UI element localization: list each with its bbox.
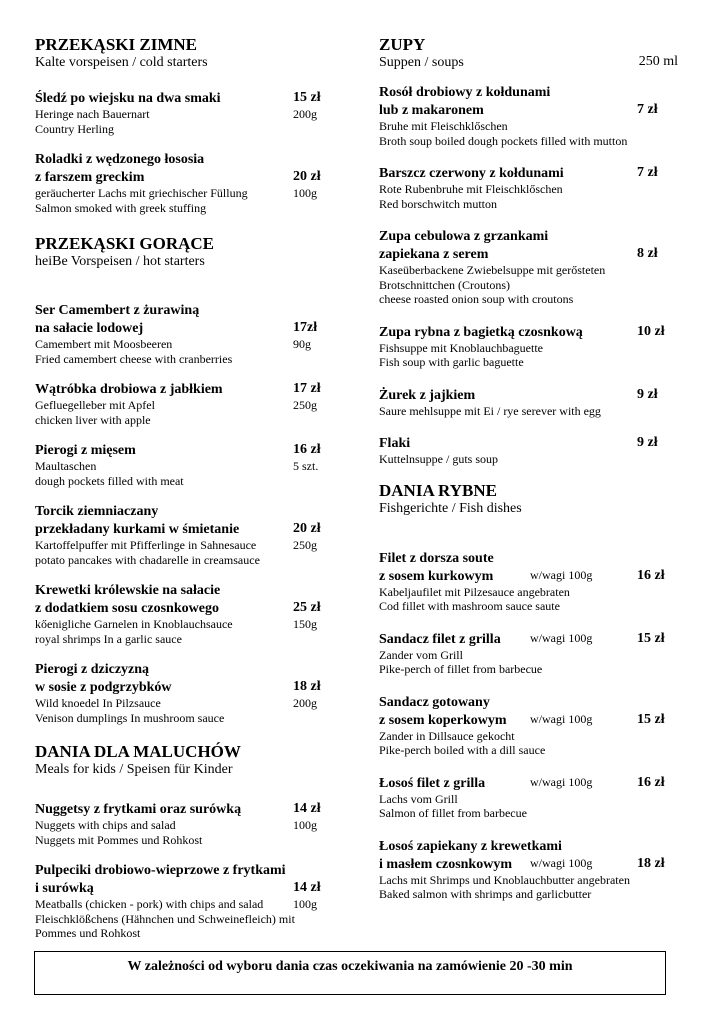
item-description: Salmon smoked with greek stuffing — [35, 200, 207, 215]
item-price: 8 zł — [637, 246, 658, 261]
menu-item — [379, 693, 689, 758]
item-name: przekładany kurkami w śmietanie — [35, 522, 240, 537]
item-price: 15 zł — [293, 90, 321, 105]
item-weight-note: w/wagi 100g — [530, 711, 593, 726]
left-column — [35, 36, 345, 941]
item-name: Zupa rybna z bagietką czosnkową — [379, 324, 583, 340]
item-name: i surówką — [35, 881, 94, 896]
item-description: kőenigliche Garnelen in Knoblauchsauce — [35, 617, 233, 631]
waiting-time-notice: W zależności od wyboru dania czas oczekiwania na zamówienie 20 -30 min — [34, 951, 666, 995]
item-price: 20 zł — [293, 169, 321, 184]
menu-item — [379, 630, 689, 677]
menu-item — [379, 774, 689, 821]
menu-section — [35, 36, 345, 215]
item-price: 18 zł — [637, 855, 665, 871]
menu-item — [379, 386, 689, 419]
item-name: lub z makaronem — [379, 103, 484, 118]
item-portion: 200g — [293, 107, 317, 121]
item-description: Nuggets mit Pommes und Rohkost — [35, 832, 203, 847]
menu-section — [379, 482, 689, 902]
item-description: Broth soup boiled dough pockets filled with mutton — [379, 133, 628, 148]
item-name: Pierogi z dziczyzną — [35, 662, 150, 677]
item-description: Maultaschen — [35, 459, 97, 473]
item-description: royal shrimps In a garlic sauce — [35, 631, 182, 646]
item-name: Roladki z wędzonego łososia — [35, 152, 205, 167]
item-description: Lachs mit Shrimps und Knoblauchbutter angebraten — [379, 872, 630, 887]
item-name: z sosem koperkowym — [379, 712, 507, 728]
item-name: i masłem czosnkowym — [379, 856, 512, 872]
item-price: 7 zł — [637, 102, 658, 117]
menu-item — [35, 301, 345, 366]
item-description: Pommes und Rohkost — [35, 926, 141, 940]
menu-item — [379, 549, 689, 614]
item-description: chicken liver with apple — [35, 412, 151, 427]
item-description: Brotschnittchen (Croutons) — [379, 277, 510, 292]
item-description: Country Herling — [35, 121, 114, 136]
item-description: Bruhe mit Fleischklőschen — [379, 119, 508, 133]
item-description: Nuggets with chips and salad — [35, 818, 176, 832]
item-name: Rosół drobiowy z kołdunami — [379, 85, 551, 100]
item-weight-note: w/wagi 100g — [530, 630, 593, 645]
menu-item — [35, 581, 345, 646]
item-name: zapiekana z serem — [379, 247, 489, 262]
menu-item — [379, 434, 689, 467]
item-description: Fleischklößchens (Hähnchen und Schweinefleich) mit — [35, 911, 295, 926]
item-description: Pike-perch boiled with a dill sauce — [379, 743, 546, 757]
item-description: Wild knoedel In Pilzsauce — [35, 696, 161, 710]
item-price: 9 zł — [637, 435, 658, 450]
item-name: Nuggetsy z frytkami oraz surówką — [35, 802, 242, 817]
item-description: Lachs vom Grill — [379, 791, 458, 806]
item-price: 15 zł — [637, 711, 665, 727]
menu-section — [35, 743, 345, 941]
item-name: Zupa cebulowa z grzankami — [379, 229, 549, 244]
item-price: 15 zł — [637, 630, 665, 646]
menu-section — [35, 235, 345, 725]
item-description: Baked salmon with shrimps and garlicbutter — [379, 887, 592, 901]
menu-section — [379, 36, 689, 467]
section-title: PRZEKĄSKI ZIMNE — [35, 35, 197, 54]
item-name: Łosoś filet z grilla — [379, 775, 486, 791]
item-name: Śledź po wiejsku na dwa smaki — [35, 91, 221, 106]
item-name: Sandacz filet z grilla — [379, 631, 501, 647]
menu-item — [35, 861, 345, 941]
item-description: potato pancakes with chadarelle in creamsauce — [35, 552, 260, 567]
item-price: 14 zł — [293, 880, 321, 895]
item-description: Cod fillet with mashroom sauce saute — [379, 599, 560, 613]
menu-item — [35, 89, 345, 136]
section-subtitle: Kalte vorspeisen / cold starters — [35, 55, 208, 70]
item-name: Ser Camembert z żurawiną — [35, 303, 200, 318]
item-portion: 100g — [293, 186, 317, 200]
item-name: Filet z dorsza soute — [379, 550, 494, 566]
item-portion: 5 szt. — [293, 459, 319, 473]
menu-item — [379, 227, 689, 307]
item-description: Zander in Dillsauce gekocht — [379, 728, 515, 743]
item-description: Kuttelnsuppe / guts soup — [379, 452, 498, 466]
item-name: Łosoś zapiekany z krewetkami — [379, 838, 562, 854]
item-price: 25 zł — [293, 600, 321, 615]
section-subtitle: heiBe Vorspeisen / hot starters — [35, 254, 205, 269]
menu-item — [379, 837, 689, 902]
item-portion: 100g — [293, 897, 317, 911]
item-name: Krewetki królewskie na sałacie — [35, 583, 221, 598]
item-name: w sosie z podgrzybków — [35, 680, 172, 695]
item-description: Salmon of fillet from barbecue — [379, 806, 527, 820]
menu-item — [35, 800, 345, 847]
section-title: PRZEKĄSKI GORĄCE — [35, 234, 214, 253]
item-description: Pike-perch of fillet from barbecue — [379, 662, 543, 676]
item-description: Fish soup with garlic baguette — [379, 355, 524, 369]
item-price: 14 zł — [293, 801, 321, 816]
item-description: Rote Rubenbruhe mit Fleischklőschen — [379, 182, 563, 196]
right-column — [379, 36, 689, 902]
item-name: na sałacie lodowej — [35, 321, 144, 336]
item-description: cheese roasted onion soup with croutons — [379, 292, 574, 306]
item-description: Kaseüberbackene Zwiebelsuppe mit gerősteten — [379, 263, 606, 277]
item-price: 16 zł — [637, 774, 665, 790]
item-description: Gefluegelleber mit Apfel — [35, 398, 155, 412]
item-description: Fishsuppe mit Knoblauchbaguette — [379, 340, 543, 355]
item-weight-note: w/wagi 100g — [530, 567, 593, 582]
section-title: DANIA RYBNE — [379, 480, 497, 500]
section-portion-size: 250 ml — [638, 54, 678, 69]
item-name: z farszem greckim — [35, 170, 145, 185]
section-title: ZUPY — [379, 35, 426, 54]
item-description: Zander vom Grill — [379, 647, 463, 662]
item-name: Wątróbka drobiowa z jabłkiem — [35, 382, 223, 397]
item-name: Pierogi z mięsem — [35, 443, 136, 458]
section-subtitle: Fishgerichte / Fish dishes — [379, 500, 522, 516]
item-price: 17zł — [293, 320, 318, 335]
item-name: z sosem kurkowym — [379, 568, 494, 584]
item-description: Fried camembert cheese with cranberries — [35, 351, 233, 366]
item-portion: 150g — [293, 617, 317, 631]
item-price: 20 zł — [293, 521, 321, 536]
item-description: Kartoffelpuffer mit Pfifferlinge in Sahnesauce — [35, 538, 257, 552]
menu-item — [35, 660, 345, 725]
item-name: Flaki — [379, 436, 411, 451]
menu-item — [35, 502, 345, 567]
menu-item — [379, 164, 689, 211]
menu-item — [379, 83, 689, 148]
item-description: geräucherter Lachs mit griechischer Füllung — [35, 186, 248, 200]
item-price: 10 zł — [637, 323, 665, 339]
item-description: Red borschwitch mutton — [379, 196, 497, 211]
item-name: Pulpeciki drobiowo-wieprzowe z frytkami — [35, 863, 286, 878]
item-price: 17 zł — [293, 381, 321, 396]
item-description: Meatballs (chicken - pork) with chips and salad — [35, 897, 264, 911]
item-description: Kabeljaufilet mit Pilzesauce angebraten — [379, 584, 570, 599]
menu-item — [35, 441, 345, 488]
item-description: Heringe nach Bauernart — [35, 107, 150, 121]
menu-item — [379, 323, 689, 370]
item-price: 9 zł — [637, 386, 658, 402]
section-subtitle: Meals for kids / Speisen für Kinder — [35, 762, 233, 777]
item-name: Sandacz gotowany — [379, 694, 490, 710]
item-description: Saure mehlsuppe mit Ei / rye serever with egg — [379, 403, 601, 418]
item-description: Camembert mit Moosbeeren — [35, 337, 173, 351]
item-name: Torcik ziemniaczany — [35, 504, 159, 519]
item-name: Barszcz czerwony z kołdunami — [379, 166, 564, 181]
item-description: Venison dumplings In mushroom sauce — [35, 710, 225, 725]
item-weight-note: w/wagi 100g — [530, 774, 593, 789]
item-name: Żurek z jajkiem — [379, 387, 476, 403]
item-weight-note: w/wagi 100g — [530, 855, 593, 870]
item-price: 7 zł — [637, 165, 658, 180]
menu-item — [35, 380, 345, 427]
item-portion: 200g — [293, 696, 317, 710]
item-portion: 90g — [293, 337, 311, 351]
item-description: dough pockets filled with meat — [35, 473, 184, 488]
item-portion: 100g — [293, 818, 317, 832]
item-portion: 250g — [293, 538, 317, 552]
menu-item — [35, 150, 345, 215]
section-title: DANIA DLA MALUCHÓW — [35, 742, 241, 761]
item-price: 18 zł — [293, 679, 321, 694]
item-price: 16 zł — [637, 567, 665, 583]
item-portion: 250g — [293, 398, 317, 412]
item-name: z dodatkiem sosu czosnkowego — [35, 601, 219, 616]
section-subtitle: Suppen / soups — [379, 55, 464, 70]
item-price: 16 zł — [293, 442, 321, 457]
